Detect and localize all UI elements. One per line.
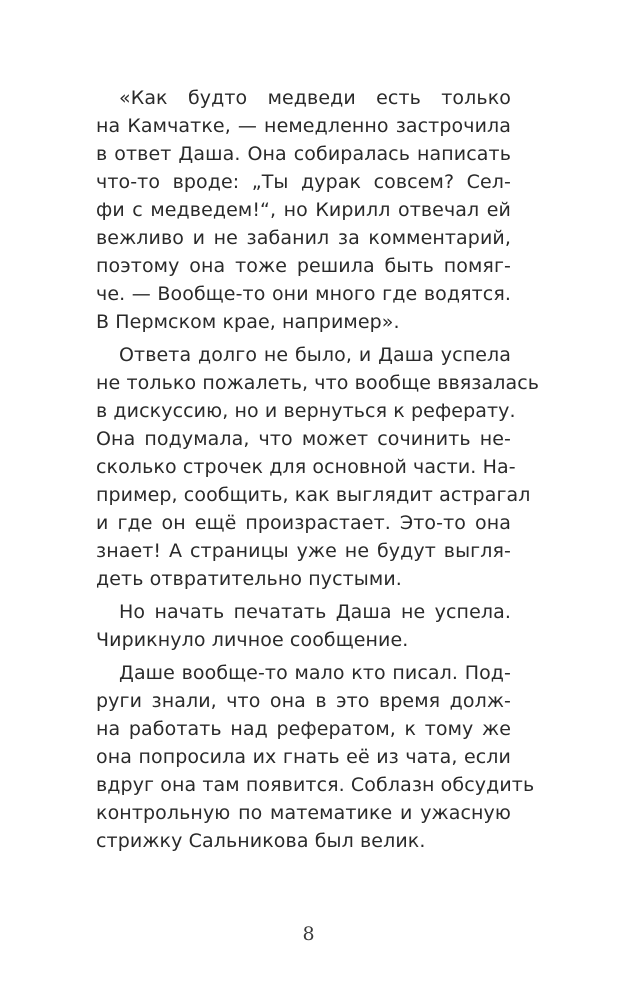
text-line: руги знали, что она в это время долж- <box>96 690 511 712</box>
text-line: «Как будто медведи есть только <box>119 87 511 109</box>
paragraph <box>96 341 540 593</box>
paragraph <box>96 84 511 336</box>
text-line: пример, сообщить, как выглядит астрагал <box>96 484 531 506</box>
text-line: и где он ещё произрастает. Это-то она <box>96 512 511 534</box>
body-text <box>96 84 540 855</box>
text-line: Но начать печатать Даша не успела. <box>119 601 511 623</box>
paragraph <box>96 598 511 654</box>
text-line: на работать над рефератом, к тому же <box>96 718 511 740</box>
text-line: на Камчатке, — немедленно застрочила <box>96 115 511 137</box>
text-line: че. — Вообще-то они много где водятся. <box>96 283 511 305</box>
text-line: в дискуссию, но и вернуться к реферату. <box>96 400 516 422</box>
text-line: Ответа долго не было, и Даша успела <box>119 344 511 366</box>
text-line: она попросила их гнать её из чата, если <box>96 746 511 768</box>
text-line: в ответ Даша. Она собиралась написать <box>96 143 511 165</box>
text-line: поэтому она тоже решила быть помяг- <box>96 255 511 277</box>
text-line: вдруг она там появится. Соблазн обсудить <box>96 774 535 796</box>
text-line: сколько строчек для основной части. На- <box>96 456 516 478</box>
text-line: стрижку Сальникова был велик. <box>96 830 426 852</box>
text-line: Чирикнуло личное сообщение. <box>96 629 409 651</box>
text-line: контрольную по математике и ужасную <box>96 802 511 824</box>
text-line: фи с медведем!“, но Кирилл отвечал ей <box>96 199 511 221</box>
text-line: знает! А страницы уже не будут выгля- <box>96 540 511 562</box>
text-line: Даше вообще-то мало кто писал. Под- <box>119 662 511 684</box>
text-line: что-то вроде: „Ты дурак совсем? Сел- <box>96 171 511 193</box>
paragraph <box>96 659 535 855</box>
text-line: вежливо и не забанил за комментарий, <box>96 227 511 249</box>
text-line: Она подумала, что может сочинить не- <box>96 428 511 450</box>
page-number: 8 <box>302 923 315 945</box>
text-line: деть отвратительно пустыми. <box>96 568 402 590</box>
text-line: не только пожалеть, что вообще ввязалась <box>96 372 540 394</box>
text-line: В Пермском крае, например». <box>96 311 400 333</box>
